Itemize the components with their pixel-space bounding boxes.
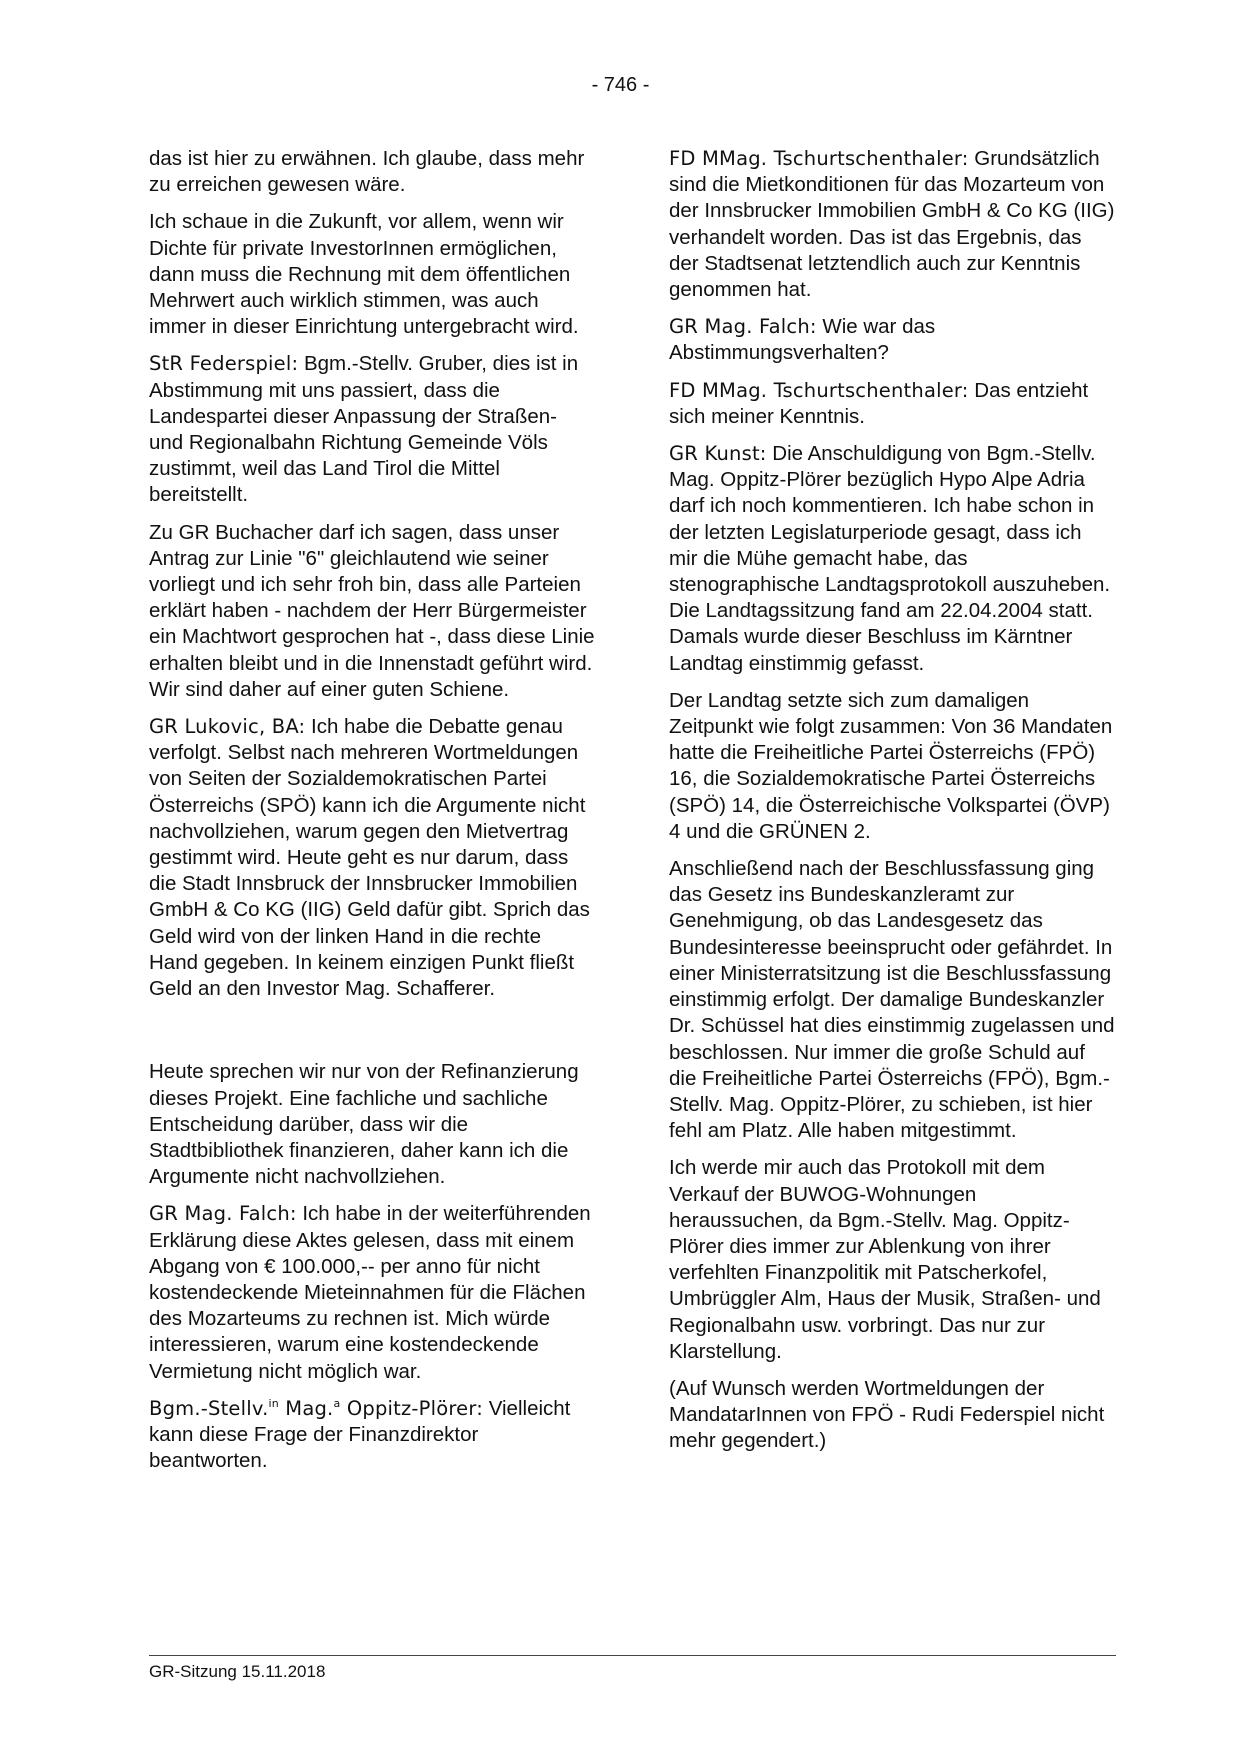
speech-text: Das entzieht sich meiner Kenntnis. (669, 378, 1089, 428)
footer-divider (149, 1655, 1116, 1656)
speech-kunst (669, 441, 1115, 677)
speaker-surname: Oppitz-Plörer: (340, 1396, 483, 1420)
left-column (149, 146, 595, 1485)
paragraph: Ich werde mir auch das Protokoll mit dem Verkauf der BUWOG-Wohnungen heraussuchen, da Bgm.-Stellv. Mag. Oppitz-Plörer dies immer zur Ablenkung von ihrer verfehlten Finanzpolitik mit Patscherkofel, Umbrüggler Alm, Haus der Musik, Straßen- und Regionalbahn usw. vorbringt. Das nur zur Klarstellung. (669, 1156, 1101, 1363)
speech-text: Wie war das Abstimmungsverhalten? (669, 315, 936, 365)
speaker-name: FD MMag. Tschurtschenthaler: (669, 378, 969, 402)
speech-federspiel (149, 351, 595, 508)
speech-falch (149, 1201, 595, 1384)
superscript: in (268, 1396, 279, 1410)
speaker-name: GR Kunst: (669, 442, 767, 466)
right-column (669, 146, 1115, 1466)
speaker-name: GR Mag. Falch: (149, 1202, 297, 1226)
paragraph: Der Landtag setzte sich zum damaligen Zeitpunkt wie folgt zusammen: Von 36 Mandaten hatte die Freiheitliche Partei Österreichs (FPÖ) 16, die Sozialdemokratische Partei Österreichs (SPÖ) 14, die Österreichische Volkspartei (ÖVP) 4 und die GRÜNEN 2. (669, 688, 1113, 843)
editorial-note: (Auf Wunsch werden Wortmeldungen der MandatarInnen von FPÖ - Rudi Federspiel nicht mehr gegendert.) (669, 1376, 1105, 1453)
speaker-name: StR Federspiel: (149, 352, 299, 376)
speaker-name (149, 1397, 483, 1420)
paragraph: Heute sprechen wir nur von der Refinanzierung dieses Projekt. Eine fachliche und sachliche Entscheidung darüber, dass wir die Stadtbibliothek finanzieren, daher kann ich die Argumente nicht nachvollziehen. (149, 1060, 579, 1189)
speaker-title: Bgm.-Stellv. (149, 1396, 269, 1420)
speaker-name: GR Mag. Falch: (669, 315, 817, 339)
footer-session-date: GR-Sitzung 15.11.2018 (149, 1662, 326, 1681)
speaker-title: Mag. (278, 1396, 334, 1420)
speech-tschurtschenthaler (669, 146, 1115, 303)
paragraph: Anschließend nach der Beschlussfassung ging das Gesetz ins Bundeskanzleramt zur Genehmigung, ob das Landesgesetz das Bundesinteresse beeinsprucht oder gefährdet. In einer Ministerratsitzung ist die Beschlussfassung einstimmig erfolgt. Der damalige Bundeskanzler Dr. Schüssel hat dies einstimmig zugelassen und beschlossen. Nur immer die große Schuld auf die Freiheitliche Partei Österreichs (FPÖ), Bgm.-Stellv. Mag. Oppitz-Plörer, zu schieben, ist hier fehl am Platz. Alle haben mitgestimmt. (669, 857, 1115, 1143)
speech-text: Die Anschuldigung von Bgm.-Stellv. Mag. Oppitz-Plörer bezüglich Hypo Alpe Adria darf ich noch kommentieren. Ich habe schon in der letzten Legislaturperiode gesagt, dass ich mir die Mühe gemacht habe, das stenographische Landtagsprotokoll auszuheben. Die Landtagssitzung fand am 22.04.2004 statt. Damals wurde dieser Beschluss im Kärntner Landtag einstimmig gefasst. (669, 442, 1111, 675)
paragraph: Ich schaue in die Zukunft, vor allem, wenn wir Dichte für private InvestorInnen ermöglichen, dann muss die Rechnung mit dem öffentlichen Mehrwert auch wirklich stimmen, was auch immer in dieser Einrichtung untergebracht wird. (149, 210, 579, 339)
speech-oppitz-ploerer (149, 1396, 595, 1475)
superscript: a (333, 1396, 341, 1410)
speech-tschurtschenthaler (669, 378, 1115, 430)
speech-text: Bgm.-Stellv. Gruber, dies ist in Abstimmung mit uns passiert, dass die Landespartei dieser Anpassung der Straßen- und Regionalbahn Richtung Gemeinde Völs zustimmt, weil das Land Tirol die Mittel bereitstellt. (149, 352, 579, 507)
page-number: - 746 - (591, 74, 650, 96)
paragraph: das ist hier zu erwähnen. Ich glaube, dass mehr zu erreichen gewesen wäre. (149, 147, 585, 197)
speech-text: Vielleicht kann diese Frage der Finanzdirektor beantworten. (149, 1396, 571, 1473)
paragraph: Zu GR Buchacher darf ich sagen, dass unser Antrag zur Linie "6" gleichlautend wie seiner vorliegt und ich sehr froh bin, dass alle Parteien erklärt haben - nachdem der Herr Bürgermeister ein Machtwort gesprochen hat -, dass diese Linie erhalten bleibt und in die Innenstadt geführt wird. Wir sind daher auf einer guten Schiene. (149, 520, 595, 701)
speech-text: Grundsätzlich sind die Mietkonditionen für das Mozarteum von der Innsbrucker Immobilien GmbH & Co KG (IIG) verhandelt worden. Das ist das Ergebnis, das der Stadtsenat letztendlich auch zur Kenntnis genommen hat. (669, 147, 1115, 302)
speech-falch (669, 314, 1115, 366)
speech-lukovic (149, 714, 595, 1002)
speaker-name: FD MMag. Tschurtschenthaler: (669, 147, 969, 170)
speaker-name: GR Lukovic, BA: (149, 715, 306, 739)
speech-text: Ich habe in der weiterführenden Erklärung diese Aktes gelesen, dass mit einem Abgang von € 100.000,-- per anno für nicht kostendeckende Mieteinnahmen für die Flächen des Mozarteums zu rechnen ist. Mich würde interessieren, warum eine kostendeckende Vermietung nicht möglich war. (149, 1202, 591, 1383)
speech-text: Ich habe die Debatte genau verfolgt. Selbst nach mehreren Wortmeldungen von Seiten der Sozialdemokratischen Partei Österreichs (SPÖ) kann ich die Argumente nicht nachvollziehen, warum gegen den Mietvertrag gestimmt wird. Heute geht es nur darum, dass die Stadt Innsbruck der Innsbrucker Immobilien GmbH & Co KG (IIG) Geld dafür gibt. Sprich das Geld wird von der linken Hand in die rechte Hand gegeben. In keinem einzigen Punkt fließt Geld an den Investor Mag. Schafferer. (149, 715, 590, 1001)
